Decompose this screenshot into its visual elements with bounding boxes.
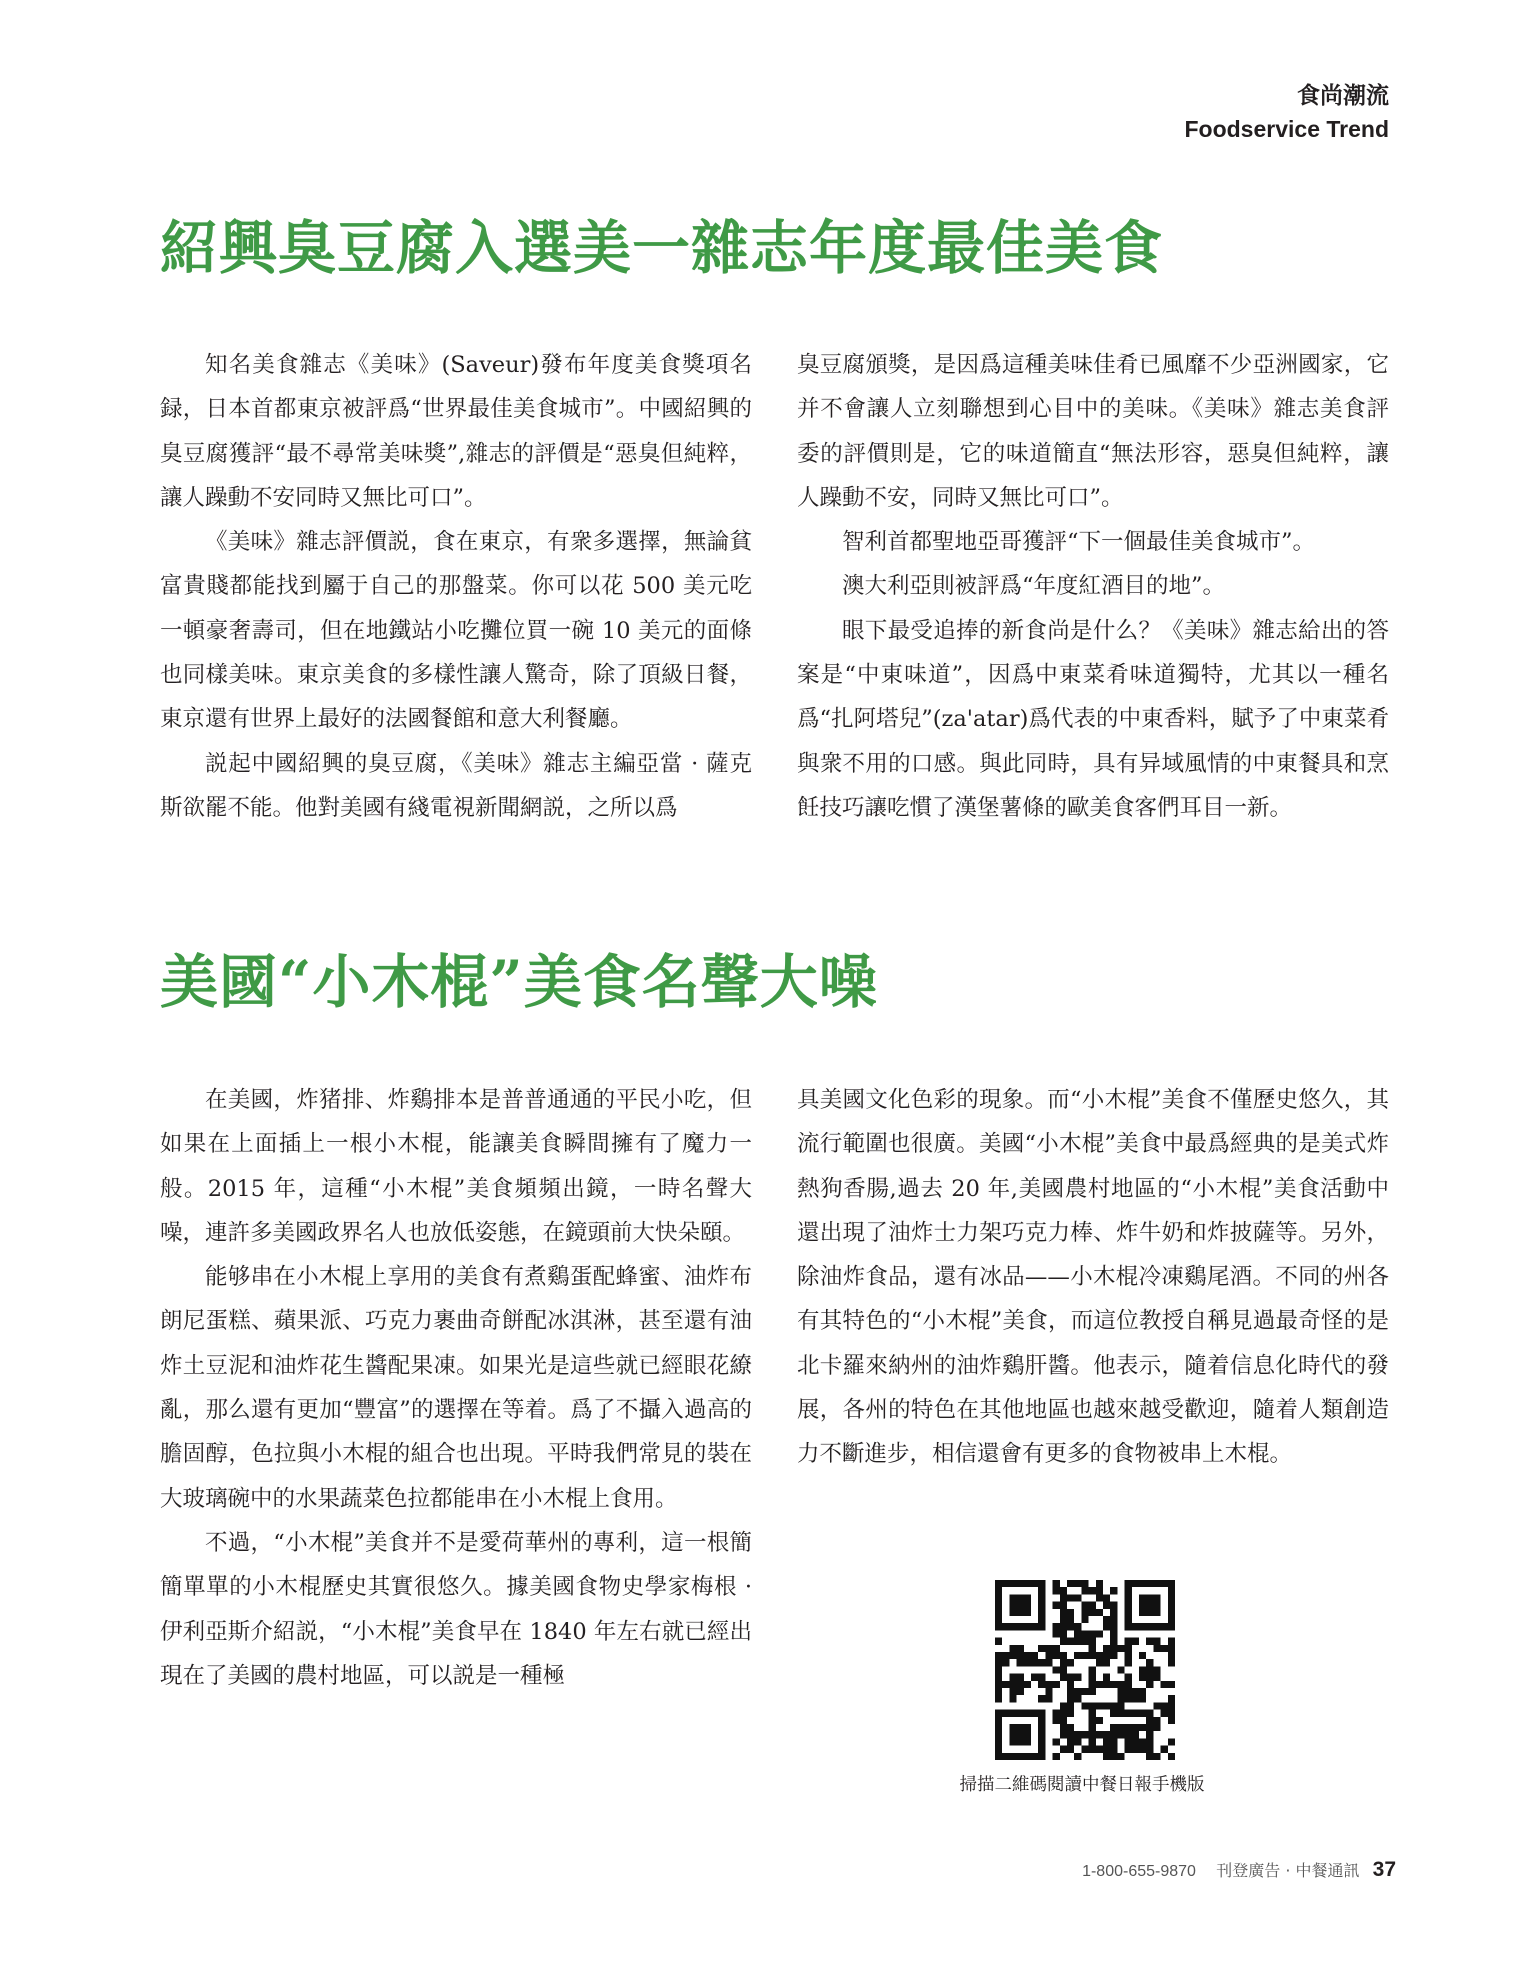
article1-paragraph: 《美味》雜志評價説，食在東京，有衆多選擇，無論貧富貴賤都能找到屬于自己的那盤菜。你可以花 500 美元吃一頓豪奢壽司，但在地鐵站小吃攤位買一碗 10 美元的面條也同樣美味。東京美食的多樣性讓人驚奇，除了頂級日餐，東京還有世界上最好的法國餐館和意大利餐廳。 [160,529,752,733]
qr-caption: 掃描二維碼閱讀中餐日報手機版 [959,1775,1205,1795]
article2-right-column [797,1078,1389,1477]
article1-right-column [797,343,1389,830]
article2-paragraph: 能够串在小木棍上享用的美食有煮鷄蛋配蜂蜜、油炸布朗尼蛋糕、蘋果派、巧克力裹曲奇餅配冰淇淋，甚至還有油炸土豆泥和油炸花生醬配果凍。如果光是這些就已經眼花繚亂，那么還有更加“豐富”的選擇在等着。爲了不攝入過高的膽固醇，色拉與小木棍的組合也出現。平時我們常見的裝在大玻璃碗中的水果蔬菜色拉都能串在小木棍上食用。 [160,1264,752,1512]
article1-left-column [160,343,752,830]
section-title-chinese: 食尚潮流 [1297,83,1389,109]
article1-paragraph-continued: 臭豆腐頒獎，是因爲這種美味佳肴已風靡不少亞洲國家，它并不會讓人立刻聯想到心目中的美味。《美味》雜志美食評委的評價則是，它的味道簡直“無法形容，惡臭但純粹，讓人躁動不安，同時又無比可口”。 [797,352,1389,511]
footer-phone: 1-800-655-9870 [1082,1863,1196,1880]
qr-code[interactable] [995,1580,1175,1760]
article2-left-column [160,1078,752,1698]
article1-paragraph: 知名美食雜志《美味》(Saveur)發布年度美食獎項名録，日本首都東京被評爲“世界最佳美食城市”。中國紹興的臭豆腐獲評“最不尋常美味獎”,雜志的評價是“惡臭但純粹，讓人躁動不安同時又無比可口”。 [160,352,752,511]
section-title-english: Foodservice Trend [1184,116,1389,142]
article1-headline: 紹興臭豆腐入選美一雜志年度最佳美食 [160,214,1164,282]
article1-paragraph: 智利首都聖地亞哥獲評“下一個最佳美食城市”。 [842,529,1316,556]
article1-paragraph: 説起中國紹興的臭豆腐，《美味》雜志主編亞當 · 薩克斯欲罷不能。他對美國有綫電視新聞網説，之所以爲 [160,750,752,821]
section-header [1184,78,1389,144]
article1-paragraph: 澳大利亞則被評爲“年度紅酒目的地”。 [842,573,1226,600]
qr-code-icon [995,1580,1175,1760]
article2-paragraph-continued: 具美國文化色彩的現象。而“小木棍”美食不僅歷史悠久，其流行範圍也很廣。美國“小木棍”美食中最爲經典的是美式炸熱狗香腸,過去 20 年,美國農村地區的“小木棍”美食活動中還出現了油炸士力架巧克力棒、炸牛奶和炸披薩等。另外，除油炸食品，還有冰品——小木棍冷凍鷄尾酒。不同的州各有其特色的“小木棍”美食，而這位教授自稱見過最奇怪的是北卡羅來納州的油炸鷄肝醬。他表示，隨着信息化時代的發展，各州的特色在其他地區也越來越受歡迎，隨着人類創造力不斷進步，相信還會有更多的食物被串上木棍。 [797,1087,1389,1468]
article2-paragraph: 在美國，炸猪排、炸鷄排本是普普通通的平民小吃，但如果在上面插上一根小木棍，能讓美食瞬間擁有了魔力一般。2015 年，這種“小木棍”美食頻頻出鏡，一時名聲大噪，連許多美國政界名人也放低姿態，在鏡頭前大快朵頤。 [160,1087,752,1246]
article2-headline: 美國“小木棍”美食名聲大噪 [160,948,878,1016]
article2-paragraph: 不過，“小木棍”美食并不是愛荷華州的專利，這一根簡簡單單的小木棍歷史其實很悠久。據美國食物史學家梅根 · 伊利亞斯介紹説，“小木棍”美食早在 1840 年左右就已經出現在了美國的農村地區，可以説是一種極 [160,1529,752,1689]
page-number: 37 [1372,1858,1396,1881]
page-footer [1082,1858,1396,1882]
article1-paragraph: 眼下最受追捧的新食尚是什么？《美味》雜志給出的答案是“中東味道”，因爲中東菜肴味道獨特，尤其以一種名爲“扎阿塔兒”(za'atar)爲代表的中東香料，賦予了中東菜肴與衆不用的口感。與此同時，具有异域風情的中東餐具和烹飪技巧讓吃慣了漢堡薯條的歐美食客們耳目一新。 [797,617,1389,821]
footer-ad-text: 刊登廣告 · 中餐通訊 [1216,1861,1360,1880]
